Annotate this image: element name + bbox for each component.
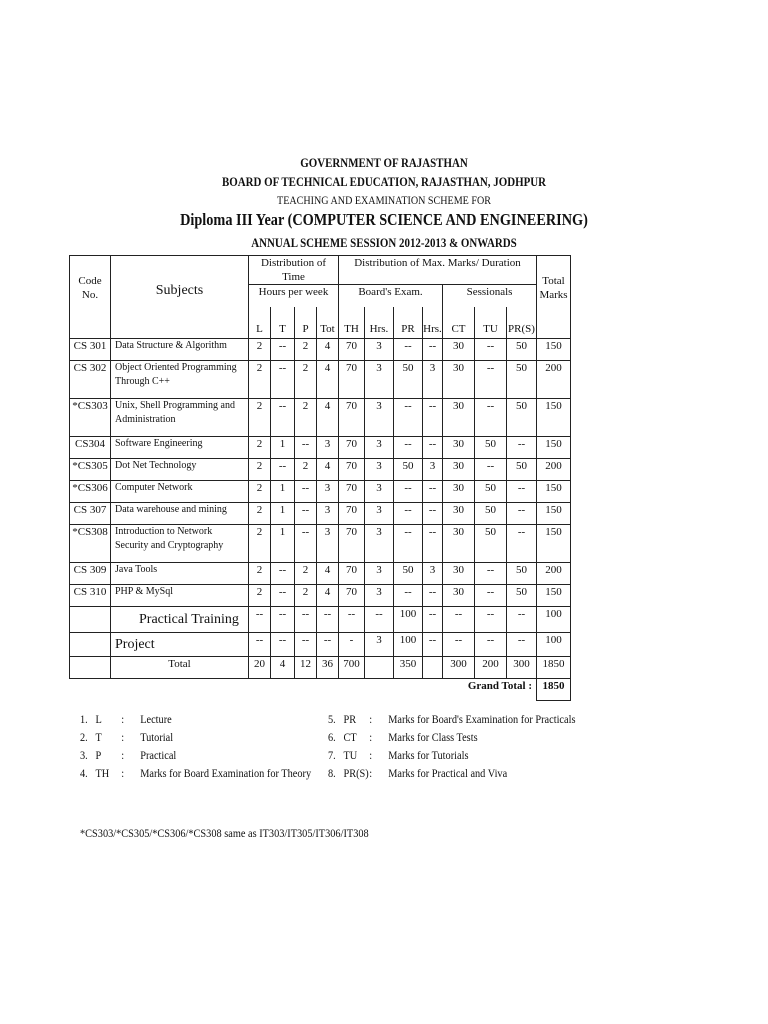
legend-sep: : (121, 712, 125, 726)
legend-sep: : (369, 766, 373, 780)
column-header (507, 307, 537, 339)
value-cell: -- (365, 607, 394, 633)
header-code-label: Code No. (78, 275, 102, 301)
value-cell: 70 (339, 437, 365, 459)
value-cell: 30 (443, 525, 475, 563)
value-cell: 3 (365, 459, 394, 481)
value-cell: 3 (365, 437, 394, 459)
column-header-label: L (256, 323, 263, 335)
column-header (317, 307, 339, 339)
value-cell: 50 (507, 563, 537, 585)
legend-desc: Lecture (140, 712, 172, 726)
value-cell: -- (507, 607, 537, 633)
header-boards-exam (339, 285, 443, 307)
total-marks-cell: 150 (537, 399, 571, 437)
value-cell: 2 (249, 437, 271, 459)
value-cell: 2 (249, 585, 271, 607)
value-cell: 70 (339, 503, 365, 525)
header-sessionals-label: Sessionals (466, 286, 513, 298)
value-cell: -- (271, 607, 295, 633)
value-cell: 2 (295, 399, 317, 437)
header-subjects (111, 256, 249, 339)
value-cell: -- (394, 481, 423, 503)
value-cell: 30 (443, 503, 475, 525)
header-code (70, 256, 111, 339)
empty-code (70, 657, 111, 679)
value-cell: -- (507, 437, 537, 459)
value-cell: 3 (423, 563, 443, 585)
total-marks-cell: 150 (537, 339, 571, 361)
column-header (365, 307, 394, 339)
value-cell: 2 (295, 361, 317, 399)
value-cell: 1 (271, 503, 295, 525)
total-row (70, 657, 571, 679)
value-cell: 3 (423, 361, 443, 399)
header-total-marks (537, 256, 571, 339)
value-cell: 2 (295, 339, 317, 361)
value-cell: 30 (443, 339, 475, 361)
legend-sep: : (369, 712, 373, 726)
legend-sep: : (121, 748, 125, 762)
value-cell: 3 (365, 525, 394, 563)
header-boards-exam-label: Board's Exam. (358, 286, 423, 298)
column-header-label: P (302, 323, 309, 335)
value-cell: 3 (365, 563, 394, 585)
grand-total-row (70, 679, 571, 701)
legend-abbr: TU (343, 748, 358, 762)
column-header (295, 307, 317, 339)
subject-code: CS 310 (70, 585, 111, 607)
header-hours-per-week (249, 285, 339, 307)
value-cell: 70 (339, 525, 365, 563)
value-cell: -- (271, 459, 295, 481)
total-marks-cell: 200 (537, 563, 571, 585)
value-cell: -- (295, 525, 317, 563)
value-cell: -- (423, 481, 443, 503)
value-cell: 300 (507, 657, 537, 679)
legend-desc: Practical (140, 748, 177, 762)
value-cell: 30 (443, 399, 475, 437)
column-header (475, 307, 507, 339)
subject-name: Java Tools (111, 563, 249, 585)
value-cell: 3 (365, 633, 394, 657)
value-cell: 70 (339, 481, 365, 503)
value-cell (423, 657, 443, 679)
value-cell: 20 (249, 657, 271, 679)
value-cell: 2 (295, 563, 317, 585)
value-cell: 70 (339, 563, 365, 585)
value-cell: 3 (365, 503, 394, 525)
value-cell (365, 657, 394, 679)
legend-num: 3. (80, 748, 88, 762)
legend-desc: Marks for Tutorials (388, 748, 469, 762)
subject-row (70, 437, 571, 459)
subject-name: Computer Network (111, 481, 249, 503)
legend-abbr: PR (343, 712, 357, 726)
total-marks-cell: 100 (537, 607, 571, 633)
legend-abbr: TH (95, 766, 110, 780)
value-cell: 30 (443, 563, 475, 585)
value-cell: -- (423, 525, 443, 563)
subject-row (70, 399, 571, 437)
legend-num: 4. (80, 766, 88, 780)
project-row (70, 633, 571, 657)
column-header-label: T (279, 323, 286, 335)
value-cell: 3 (365, 361, 394, 399)
value-cell: 1 (271, 437, 295, 459)
value-cell: 70 (339, 459, 365, 481)
column-header-label: TH (344, 323, 359, 335)
subject-name: Data warehouse and mining (111, 503, 249, 525)
value-cell: -- (423, 585, 443, 607)
value-cell: 3 (317, 481, 339, 503)
value-cell: -- (271, 361, 295, 399)
value-cell: 3 (317, 437, 339, 459)
value-cell: -- (271, 633, 295, 657)
equivalence-note: *CS303/*CS305/*CS306/*CS308 same as IT303/IT305/IT306/IT308 (80, 826, 369, 840)
value-cell: 50 (507, 361, 537, 399)
practical-training-row (70, 607, 571, 633)
total-marks-cell: 150 (537, 437, 571, 459)
value-cell: 4 (317, 585, 339, 607)
column-header (443, 307, 475, 339)
column-header (394, 307, 423, 339)
value-cell: -- (423, 607, 443, 633)
column-header (249, 307, 271, 339)
value-cell: 100 (394, 633, 423, 657)
value-cell: -- (394, 339, 423, 361)
value-cell: 70 (339, 361, 365, 399)
header-dist-marks (339, 256, 537, 285)
legend-desc: Marks for Class Tests (388, 730, 478, 744)
value-cell: 50 (475, 525, 507, 563)
subject-row (70, 339, 571, 361)
header-scheme-for: TEACHING AND EXAMINATION SCHEME FOR (277, 193, 491, 207)
subject-name: Data Structure & Algorithm (111, 339, 249, 361)
total-marks-cell: 200 (537, 459, 571, 481)
value-cell: -- (507, 525, 537, 563)
value-cell: -- (475, 633, 507, 657)
value-cell: 50 (475, 481, 507, 503)
value-cell: 3 (365, 585, 394, 607)
legend-desc: Tutorial (140, 730, 174, 744)
value-cell: -- (271, 399, 295, 437)
subject-name: PHP & MySql (111, 585, 249, 607)
column-header-label: TU (483, 323, 498, 335)
empty-code (70, 607, 111, 633)
grand-total-value: 1850 (537, 679, 571, 701)
value-cell: -- (475, 585, 507, 607)
value-cell: 50 (394, 563, 423, 585)
value-cell: 3 (317, 503, 339, 525)
value-cell: -- (295, 481, 317, 503)
legend-desc: Marks for Practical and Viva (388, 766, 508, 780)
header-dist-marks-label: Distribution of Max. Marks/ Duration (354, 257, 521, 269)
value-cell: 3 (365, 481, 394, 503)
subject-code: *CS306 (70, 481, 111, 503)
value-cell: 12 (295, 657, 317, 679)
value-cell: - (339, 633, 365, 657)
value-cell: -- (443, 633, 475, 657)
value-cell: 3 (317, 525, 339, 563)
legend-desc: Marks for Board's Examination for Practicals (388, 712, 576, 726)
subject-row (70, 563, 571, 585)
value-cell: 50 (507, 339, 537, 361)
subject-code: CS 307 (70, 503, 111, 525)
value-cell: -- (507, 503, 537, 525)
scheme-table (69, 255, 571, 701)
column-header-label: Hrs. (369, 323, 389, 335)
value-cell: 4 (271, 657, 295, 679)
value-cell: -- (423, 633, 443, 657)
subject-row (70, 481, 571, 503)
value-cell: -- (339, 607, 365, 633)
value-cell: 70 (339, 585, 365, 607)
value-cell: 30 (443, 481, 475, 503)
subject-code: CS 301 (70, 339, 111, 361)
value-cell: 2 (249, 459, 271, 481)
legend-desc: Marks for Board Examination for Theory (140, 766, 312, 780)
value-cell: 4 (317, 361, 339, 399)
value-cell: -- (423, 437, 443, 459)
value-cell: 300 (443, 657, 475, 679)
value-cell: 2 (295, 585, 317, 607)
legend-num: 2. (80, 730, 88, 744)
subject-name: Unix, Shell Programming and Administration (111, 399, 249, 437)
value-cell: -- (295, 437, 317, 459)
value-cell: -- (317, 633, 339, 657)
value-cell: -- (423, 339, 443, 361)
total-marks-cell: 100 (537, 633, 571, 657)
legend-num: 5. (328, 712, 336, 726)
value-cell: 2 (249, 339, 271, 361)
value-cell: 2 (249, 525, 271, 563)
project-row-label: Project (111, 633, 249, 657)
total-marks-cell: 150 (537, 503, 571, 525)
value-cell: 2 (249, 361, 271, 399)
value-cell: 4 (317, 459, 339, 481)
column-header-label: Hrs. (423, 323, 442, 335)
value-cell: -- (423, 399, 443, 437)
subject-code: *CS305 (70, 459, 111, 481)
legend-num: 6. (328, 730, 336, 744)
value-cell: -- (394, 525, 423, 563)
legend-abbr: L (95, 712, 102, 726)
legend-num: 1. (80, 712, 88, 726)
value-cell: 50 (475, 503, 507, 525)
value-cell: -- (475, 399, 507, 437)
value-cell: -- (295, 607, 317, 633)
value-cell: 30 (443, 361, 475, 399)
value-cell: -- (475, 607, 507, 633)
value-cell: -- (271, 339, 295, 361)
value-cell: -- (443, 607, 475, 633)
value-cell: 2 (295, 459, 317, 481)
legend-num: 7. (328, 748, 336, 762)
header-subjects-label: Subjects (155, 283, 204, 298)
column-header-label: Tot (320, 323, 335, 335)
header-total-marks-label: Total Marks (539, 275, 568, 301)
subject-row (70, 503, 571, 525)
subject-name: Software Engineering (111, 437, 249, 459)
column-header-label: PR (401, 323, 415, 335)
value-cell: -- (507, 481, 537, 503)
legend-abbr: CT (343, 730, 357, 744)
value-cell: -- (394, 585, 423, 607)
value-cell: 350 (394, 657, 423, 679)
subject-name: Introduction to Network Security and Cryptography (111, 525, 249, 563)
subject-row (70, 525, 571, 563)
value-cell: -- (475, 361, 507, 399)
value-cell: -- (475, 339, 507, 361)
header-government: GOVERNMENT OF RAJASTHAN (300, 155, 468, 170)
value-cell: -- (394, 399, 423, 437)
header-diploma-title: Diploma III Year (COMPUTER SCIENCE AND ENGINEERING) (180, 210, 588, 229)
value-cell: 36 (317, 657, 339, 679)
header-board: BOARD OF TECHNICAL EDUCATION, RAJASTHAN, JODHPUR (221, 174, 547, 189)
value-cell: -- (295, 633, 317, 657)
subject-name: Dot Net Technology (111, 459, 249, 481)
header-dist-time-label: Distribution of Time (260, 257, 327, 283)
value-cell: 2 (249, 481, 271, 503)
value-cell: 50 (507, 459, 537, 481)
legend-abbr: T (95, 730, 102, 744)
total-label: Total (111, 657, 249, 679)
column-header-label: PR(S) (508, 323, 535, 335)
legend-sep: : (121, 766, 125, 780)
value-cell: 100 (394, 607, 423, 633)
subject-row (70, 459, 571, 481)
header-hours-per-week-label: Hours per week (258, 286, 329, 298)
subject-code: *CS303 (70, 399, 111, 437)
value-cell: 2 (249, 399, 271, 437)
value-cell: -- (271, 563, 295, 585)
legend-abbr: P (95, 748, 102, 762)
value-cell: 200 (475, 657, 507, 679)
total-marks-cell: 1850 (537, 657, 571, 679)
legend-abbr: PR(S) (343, 766, 369, 780)
value-cell: 30 (443, 437, 475, 459)
value-cell: 50 (475, 437, 507, 459)
value-cell: -- (249, 633, 271, 657)
value-cell: 3 (365, 339, 394, 361)
value-cell: -- (507, 633, 537, 657)
value-cell: -- (475, 563, 507, 585)
subject-code: CS 302 (70, 361, 111, 399)
header-sessionals (443, 285, 537, 307)
value-cell: 4 (317, 339, 339, 361)
subject-name: Object Oriented Programming Through C++ (111, 361, 249, 399)
total-marks-cell: 150 (537, 481, 571, 503)
value-cell: 30 (443, 585, 475, 607)
legend-sep: : (369, 730, 373, 744)
value-cell: -- (249, 607, 271, 633)
value-cell: -- (394, 437, 423, 459)
value-cell: -- (317, 607, 339, 633)
value-cell: 3 (423, 459, 443, 481)
value-cell: 1 (271, 481, 295, 503)
value-cell: 70 (339, 339, 365, 361)
value-cell: 70 (339, 399, 365, 437)
column-header (271, 307, 295, 339)
value-cell: 4 (317, 399, 339, 437)
subject-row (70, 585, 571, 607)
subject-row (70, 361, 571, 399)
header-dist-time (249, 256, 339, 285)
value-cell: -- (295, 503, 317, 525)
column-header (423, 307, 443, 339)
value-cell: 30 (443, 459, 475, 481)
subject-code: *CS308 (70, 525, 111, 563)
total-marks-cell: 200 (537, 361, 571, 399)
legend-num: 8. (328, 766, 336, 780)
subject-code: CS 309 (70, 563, 111, 585)
value-cell: 3 (365, 399, 394, 437)
value-cell: 2 (249, 503, 271, 525)
value-cell: 50 (394, 459, 423, 481)
value-cell: 1 (271, 525, 295, 563)
total-marks-cell: 150 (537, 585, 571, 607)
value-cell: -- (423, 503, 443, 525)
empty-code (70, 633, 111, 657)
subject-code: CS304 (70, 437, 111, 459)
grand-total-label: Grand Total : (467, 680, 532, 692)
column-header (339, 307, 365, 339)
value-cell: 700 (339, 657, 365, 679)
value-cell: 50 (507, 399, 537, 437)
value-cell: 50 (507, 585, 537, 607)
value-cell: 50 (394, 361, 423, 399)
column-header-label: CT (451, 323, 466, 335)
practical-training-row-label: Practical Training (111, 607, 249, 633)
value-cell: -- (271, 585, 295, 607)
header-session: ANNUAL SCHEME SESSION 2012-2013 & ONWARDS (251, 235, 517, 250)
value-cell: 4 (317, 563, 339, 585)
value-cell: -- (394, 503, 423, 525)
legend-sep: : (369, 748, 373, 762)
value-cell: -- (475, 459, 507, 481)
total-marks-cell: 150 (537, 525, 571, 563)
legend-sep: : (121, 730, 125, 744)
value-cell: 2 (249, 563, 271, 585)
